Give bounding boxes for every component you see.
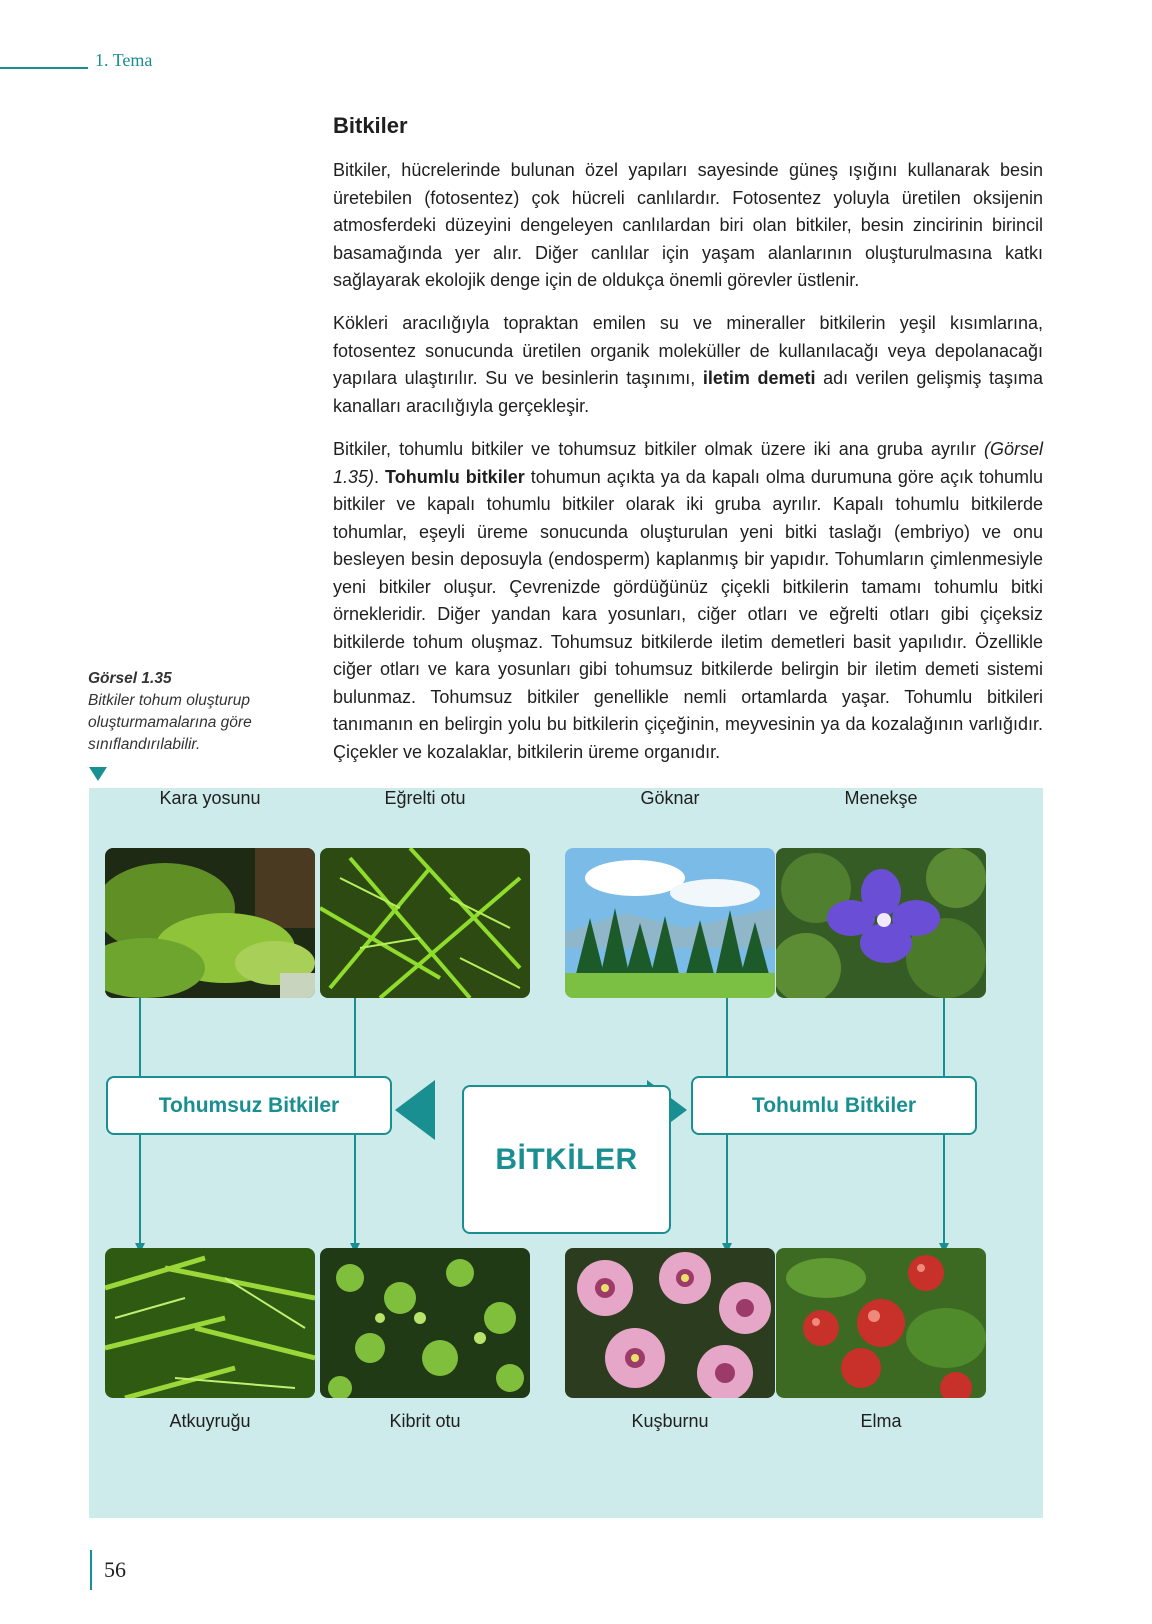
page-number-rule (90, 1550, 92, 1590)
chapter-title: 1. Tema (95, 50, 153, 70)
photo-atkuyrugu (105, 1248, 315, 1398)
plant-classification-diagram (89, 788, 1043, 1518)
photo-menekse (776, 848, 986, 998)
caption-pointer-icon (89, 767, 107, 781)
figure-reference: (Görsel 1.35) (333, 439, 1043, 487)
paragraph-3-text-a: Bitkiler, tohumlu bitkiler ve tohumsuz bitkiler olmak üzere iki ana gruba ayrılır (333, 439, 984, 459)
figure-caption (88, 668, 303, 756)
label-kibrit-otu: Kibrit otu (389, 1411, 461, 1431)
paragraph-2-text-a: Kökleri aracılığıyla topraktan emilen su ve mineraller bitkilerin yeşil kısımlarına, fotosentez sonucunda üretilen organik moleküller de kullanılacağı veya depolanacağı yapılara ulaştırılır. Su ve besinlerin taşınımı, (333, 313, 1043, 388)
photo-egrelti-otu (320, 848, 530, 998)
paragraph-2 (333, 310, 1043, 420)
page-number: 56 (104, 1557, 126, 1582)
header-rule (0, 67, 88, 69)
label-atkuyrugu: Atkuyruğu (169, 1411, 251, 1431)
paragraph-2-text-b: adı verilen gelişmiş taşıma kanalları aracılığıyla gerçekleşir. (333, 368, 1044, 416)
label-kara-yosunu: Kara yosunu (159, 788, 261, 808)
box-tohumlu-bitkiler: Tohumlu Bitkiler (691, 1076, 977, 1135)
photo-elma (776, 1248, 986, 1398)
label-menekse: Menekşe (844, 788, 918, 808)
box-bitkiler: BİTKİLER (462, 1085, 671, 1234)
label-elma: Elma (860, 1411, 902, 1431)
term-iletim-demeti: iletim demeti (702, 368, 816, 388)
photo-goknar (565, 848, 775, 998)
label-kusburnu: Kuşburnu (631, 1411, 709, 1431)
left-arrow-icon (395, 1080, 435, 1140)
paragraph-3-text-b: . (374, 466, 386, 487)
section-title: Bitkiler (333, 113, 408, 138)
caption-text: Bitkiler tohum oluşturup oluşturmamalarına göre sınıflandırılabilir. (88, 692, 252, 753)
paragraph-3-text-c: tohumun açıkta ya da kapalı olma durumuna göre açık tohumlu bitkiler ve kapalı tohumlu bitkiler olarak iki gruba ayrılır. Kapalı tohumlu bitkilerde tohumlar, eşeyli üreme sonucunda oluşturulan yeni bitki taslağı (embriyo) ve onu besleyen besin deposuyla (endosperm) kaplanmış bir yapıdır. Tohumların çimlenmesiyle yeni bitkiler oluşur. Çevrenizde gördüğünüz çiçekli bitkilerin tamamı tohumlu bitki örnekleridir. Diğer yandan kara yosunları, ciğer otları ve eğrelti otları gibi çiçeksiz bitkilerde tohum oluşmaz. Tohumsuz bitkilerde iletim demetleri basit yapılıdır. Özellikle ciğer otları ve kara yosunları gibi tohumsuz bitkilerde belirgin bir iletim demeti sistemi bulunmaz. Tohumsuz bitkiler genellikle nemli ortamlarda yaşar. Tohumlu bitkileri tanımanın en belirgin yolu bu bitkilerin çiçeğinin, meyvesinin ya da kozalağının varlığıdır. Çiçekler ve kozalaklar, bitkilerin üreme organıdır. (333, 466, 1043, 762)
box-tohumsuz-bitkiler: Tohumsuz Bitkiler (106, 1076, 392, 1135)
photo-kibrit-otu (320, 1248, 530, 1398)
photo-kara-yosunu (105, 848, 315, 998)
paragraph-1 (333, 157, 1043, 295)
photo-kusburnu (565, 1248, 775, 1398)
paragraph-1-text: Bitkiler, hücrelerinde bulunan özel yapıları sayesinde güneş ışığını kullanarak besin üretebilen (fotosentez) çok hücreli canlılardır. Fotosentez yoluyla üretilen oksijenin atmosferdeki düzeyini dengeleyen canlılardan biri olan bitkiler, besin zincirinin birincil basamağında yer alır. Diğer canlılar için yaşam alanlarının oluşturulmasına katkı sağlayarak ekolojik denge için de oldukça önemli görevler üstlenir. (333, 160, 1043, 290)
label-goknar: Göknar (640, 788, 700, 808)
label-egrelti-otu: Eğrelti otu (384, 788, 466, 808)
term-tohumlu-bitkiler: Tohumlu bitkiler (385, 466, 525, 487)
paragraph-3 (333, 436, 1043, 766)
caption-title: Görsel 1.35 (88, 670, 172, 687)
